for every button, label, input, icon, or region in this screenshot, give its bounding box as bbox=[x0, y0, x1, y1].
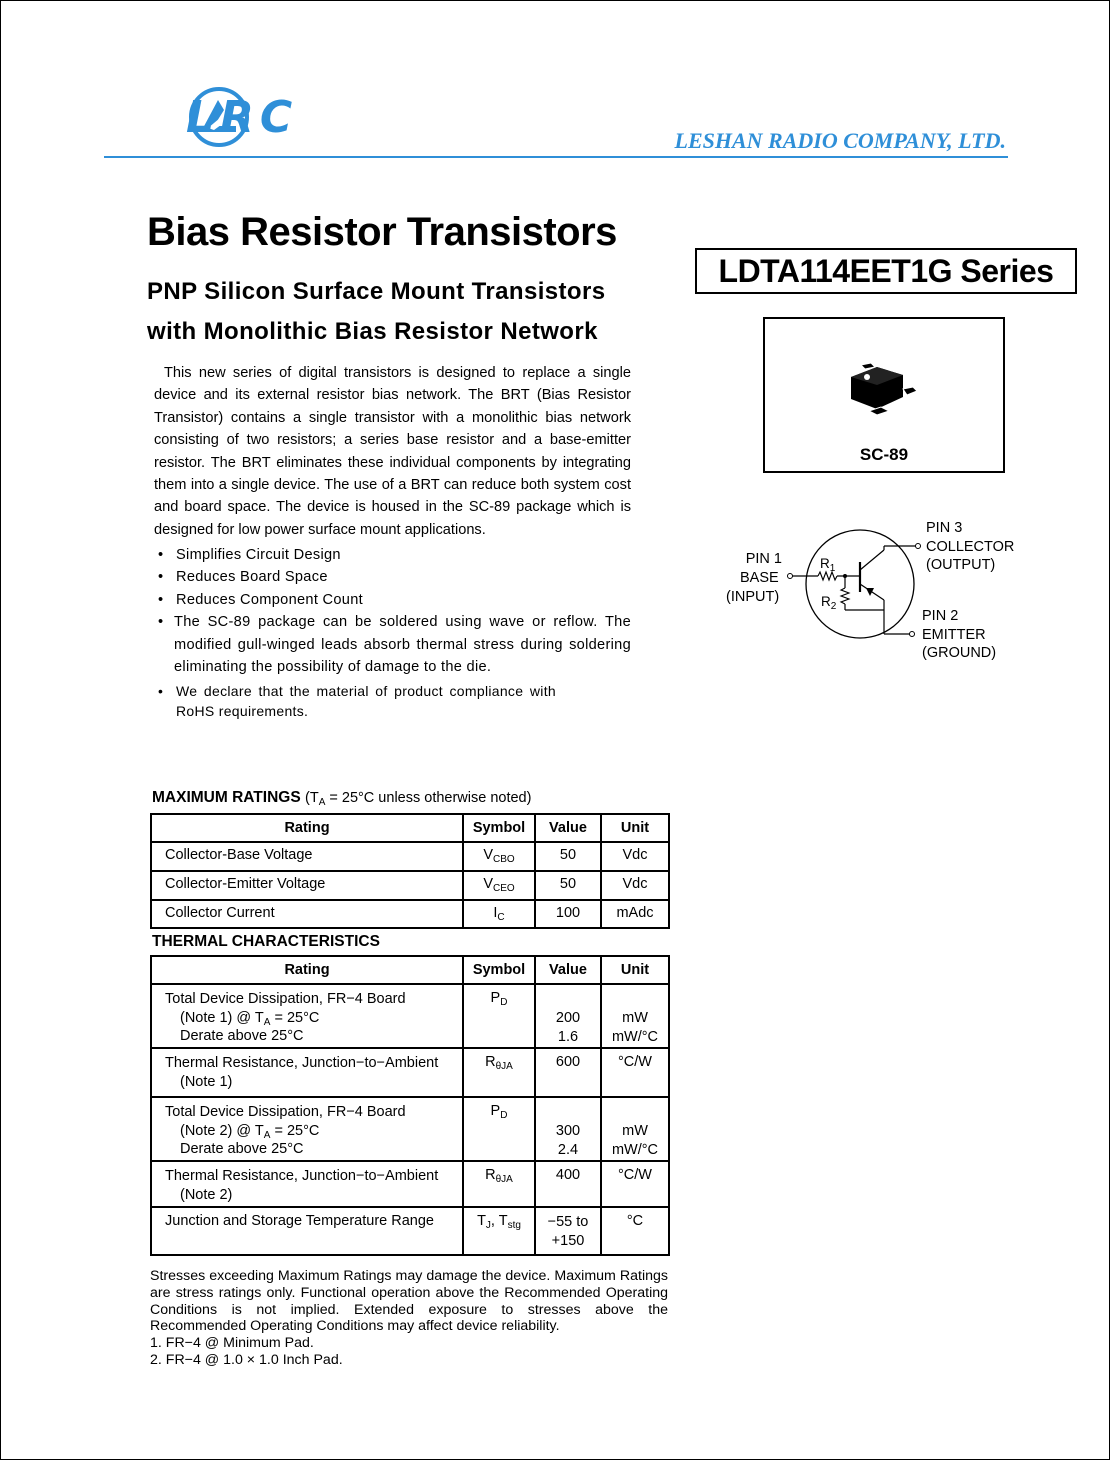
unit-cell bbox=[601, 1097, 669, 1161]
max-ratings-title bbox=[152, 789, 531, 807]
symbol-cell bbox=[463, 1048, 535, 1097]
rating-line: Derate above 25°C bbox=[180, 1028, 304, 1045]
max-ratings-table bbox=[150, 813, 670, 929]
max-ratings-condition bbox=[305, 790, 531, 806]
cond-pre: (T bbox=[305, 790, 319, 806]
symbol-cell bbox=[463, 1161, 535, 1207]
note-1: 1. FR−4 @ Minimum Pad. bbox=[150, 1335, 314, 1352]
package-icon bbox=[841, 363, 921, 427]
unit-cell: Vdc bbox=[601, 842, 669, 871]
value-line: 200 bbox=[555, 1010, 581, 1026]
value-cell: 50 bbox=[535, 871, 601, 900]
stress-note: Stresses exceeding Maximum Ratings may damage the device. Maximum Ratings are stress ratings only. Functional operation above the Recommended Operating Conditions is not implied. Extended exposure to stresses above the Recommended Operating Conditions may affect device reliability. bbox=[150, 1268, 668, 1335]
list-item bbox=[158, 611, 631, 678]
rating-cell bbox=[151, 1048, 463, 1097]
rating-line: Total Device Dissipation, FR−4 Board bbox=[165, 1104, 406, 1120]
pin1-label bbox=[742, 550, 782, 569]
symbol-main: V bbox=[483, 876, 493, 892]
symbol-sub: D bbox=[500, 1110, 508, 1121]
value-cell bbox=[535, 984, 601, 1048]
bullet-icon: • bbox=[158, 614, 164, 631]
rating-line-post: = 25°C bbox=[270, 1009, 320, 1026]
header-rule bbox=[104, 156, 1008, 158]
symbol-cell bbox=[463, 871, 535, 900]
rating-cell bbox=[151, 1097, 463, 1161]
symbol-sub: θJA bbox=[495, 1061, 513, 1072]
rating-cell: Junction and Storage Temperature Range bbox=[151, 1207, 463, 1255]
bullet-text: We declare that the material of product compliance with RoHS requirements. bbox=[176, 683, 556, 719]
value-line: 1.6 bbox=[557, 1028, 579, 1045]
pin3-line-2: COLLECTOR bbox=[926, 538, 1015, 555]
table-row bbox=[151, 1097, 669, 1161]
r1-label bbox=[820, 555, 835, 574]
rating-line: Derate above 25°C bbox=[180, 1141, 304, 1158]
thermal-title: THERMAL CHARACTERISTICS bbox=[152, 933, 380, 950]
logo-text: LRC bbox=[186, 92, 299, 143]
symbol-sub: CBO bbox=[493, 854, 515, 865]
unit-cell: mAdc bbox=[601, 900, 669, 928]
bullet-text: Reduces Component Count bbox=[176, 591, 363, 608]
bullet-text: Reduces Board Space bbox=[176, 569, 328, 586]
symbol-cell bbox=[463, 842, 535, 871]
rating-line-pre: (Note 1) @ T bbox=[180, 1009, 264, 1026]
pin3-line-1: PIN 3 bbox=[926, 520, 963, 536]
unit-line: mW/°C bbox=[611, 1028, 659, 1045]
col-rating: Rating bbox=[151, 814, 463, 842]
thermal-table bbox=[150, 955, 670, 1256]
rating-cell bbox=[151, 984, 463, 1048]
pin2-line-2: EMITTER bbox=[922, 626, 986, 643]
package-label: SC-89 bbox=[859, 445, 909, 464]
symbol-mid: , T bbox=[490, 1213, 508, 1229]
subtitle-line-1: PNP Silicon Surface Mount Transistors bbox=[147, 278, 606, 305]
pin2-line-1: PIN 2 bbox=[922, 608, 959, 624]
rating-cell: Collector-Base Voltage bbox=[151, 842, 463, 871]
col-unit: Unit bbox=[601, 956, 669, 984]
unit-cell bbox=[601, 984, 669, 1048]
cond-sub: A bbox=[318, 797, 326, 808]
col-symbol: Symbol bbox=[463, 956, 535, 984]
symbol-sub: D bbox=[500, 997, 508, 1008]
description-text: This new series of digital transistors is designed to replace a single device and its external resistor bias network. The BRT (Bias Resistor Transistor) contains a single transistor with a monolithic bias network consisting of two resistors; a series base resistor and a base-emitter resistor. The BRT eliminates these individual components by integrating them into a single device. The use of a BRT can reduce both system cost and board space. The device is housed in the SC-89 package which is designed for low power surface mount applications. bbox=[154, 365, 631, 538]
symbol-sub: J bbox=[485, 1220, 491, 1231]
cond-post: = 25°C unless otherwise noted) bbox=[325, 790, 532, 806]
subtitle-line-2: with Monolithic Bias Resistor Network bbox=[147, 318, 598, 345]
list-item bbox=[158, 589, 631, 611]
r1-sub: 1 bbox=[829, 563, 836, 574]
page-subtitle bbox=[147, 272, 605, 352]
symbol-main: T bbox=[477, 1213, 486, 1229]
value-cell: 100 bbox=[535, 900, 601, 928]
unit-cell: °C bbox=[601, 1207, 669, 1255]
rating-cell: Collector-Emitter Voltage bbox=[151, 871, 463, 900]
symbol-main: P bbox=[490, 990, 501, 1006]
bullet-icon: • bbox=[158, 547, 164, 563]
bullet-icon: • bbox=[158, 569, 164, 586]
company-name: LESHAN RADIO COMPANY, LTD. bbox=[674, 128, 1006, 153]
value-line: 2.4 bbox=[557, 1141, 579, 1158]
pin1-line-1: PIN 1 bbox=[745, 551, 782, 567]
list-item bbox=[158, 682, 556, 721]
symbol-main: R bbox=[485, 1054, 496, 1070]
symbol-sub: stg bbox=[507, 1220, 521, 1231]
unit-cell: Vdc bbox=[601, 871, 669, 900]
list-item bbox=[158, 544, 631, 566]
pin1-input-label: (INPUT) bbox=[726, 589, 780, 605]
pin1-base-label: BASE bbox=[740, 570, 779, 586]
rating-line-sub: A bbox=[263, 1016, 271, 1028]
value-cell bbox=[535, 1097, 601, 1161]
r2-sub: 2 bbox=[830, 601, 837, 612]
r2-label bbox=[821, 593, 836, 612]
notes bbox=[150, 1268, 668, 1369]
value-cell: 400 bbox=[535, 1161, 601, 1207]
rating-line: Thermal Resistance, Junction−to−Ambient bbox=[165, 1168, 439, 1184]
symbol-main: V bbox=[483, 847, 493, 863]
feature-list bbox=[158, 544, 631, 721]
pin3-label bbox=[926, 519, 1014, 575]
rating-line bbox=[165, 1122, 462, 1141]
rating-line: (Note 1) bbox=[180, 1073, 233, 1090]
table-row bbox=[151, 871, 669, 900]
table-row bbox=[151, 1207, 669, 1255]
symbol-main: P bbox=[490, 1103, 501, 1119]
rating-line-sub: A bbox=[263, 1129, 271, 1141]
rating-line bbox=[165, 1009, 462, 1028]
col-value: Value bbox=[535, 956, 601, 984]
series-name: LDTA114EET1G Series bbox=[695, 248, 1077, 294]
note-2: 2. FR−4 @ 1.0 × 1.0 Inch Pad. bbox=[150, 1351, 343, 1368]
rating-line: Thermal Resistance, Junction−to−Ambient bbox=[165, 1055, 439, 1071]
symbol-main: R bbox=[485, 1167, 496, 1183]
table-row bbox=[151, 900, 669, 928]
col-value: Value bbox=[535, 814, 601, 842]
symbol-sub: C bbox=[497, 912, 505, 923]
table-header-row bbox=[151, 814, 669, 842]
table-row bbox=[151, 842, 669, 871]
r2-letter: R bbox=[821, 594, 831, 609]
symbol-cell bbox=[463, 984, 535, 1048]
package-box bbox=[763, 317, 1005, 473]
symbol-cell bbox=[463, 1207, 535, 1255]
col-symbol: Symbol bbox=[463, 814, 535, 842]
col-rating: Rating bbox=[151, 956, 463, 984]
rating-cell bbox=[151, 1161, 463, 1207]
value-cell: 50 bbox=[535, 842, 601, 871]
r1-letter: R bbox=[820, 556, 830, 571]
bullet-icon: • bbox=[158, 683, 164, 700]
description bbox=[154, 362, 631, 541]
table-row bbox=[151, 1048, 669, 1097]
bullet-text: Simplifies Circuit Design bbox=[176, 547, 341, 563]
value-cell bbox=[535, 1207, 601, 1255]
rating-line-post: = 25°C bbox=[270, 1122, 320, 1139]
value-line: −55 to bbox=[547, 1214, 589, 1230]
table-row bbox=[151, 984, 669, 1048]
table-row bbox=[151, 1161, 669, 1207]
unit-line: mW bbox=[622, 1010, 648, 1026]
rating-cell: Collector Current bbox=[151, 900, 463, 928]
col-unit: Unit bbox=[601, 814, 669, 842]
unit-line: mW/°C bbox=[611, 1141, 659, 1158]
symbol-sub: θJA bbox=[495, 1174, 513, 1185]
value-line: 300 bbox=[555, 1123, 581, 1139]
unit-line: mW bbox=[622, 1123, 648, 1139]
symbol-main: I bbox=[493, 905, 498, 921]
rating-line-pre: (Note 2) @ T bbox=[180, 1122, 264, 1139]
table-header-row bbox=[151, 956, 669, 984]
page-title: Bias Resistor Transistors bbox=[147, 210, 617, 254]
value-line: +150 bbox=[551, 1232, 585, 1249]
bullet-icon: • bbox=[158, 591, 164, 608]
symbol-sub: CEO bbox=[493, 883, 515, 894]
symbol-cell bbox=[463, 1097, 535, 1161]
pin2-label bbox=[922, 607, 996, 663]
value-cell: 600 bbox=[535, 1048, 601, 1097]
unit-cell: °C/W bbox=[601, 1048, 669, 1097]
rating-line: Total Device Dissipation, FR−4 Board bbox=[165, 991, 406, 1007]
pin2-line-3: (GROUND) bbox=[922, 645, 997, 662]
max-ratings-heading: MAXIMUM RATINGS bbox=[152, 789, 301, 806]
bullet-text: The SC-89 package can be soldered using wave or reflow. The modified gull-winged leads absorb thermal stress during soldering eliminating the possibility of damage to the die. bbox=[174, 614, 631, 676]
pin3-line-3: (OUTPUT) bbox=[926, 557, 996, 574]
rating-line: (Note 2) bbox=[180, 1186, 233, 1203]
symbol-cell bbox=[463, 900, 535, 928]
unit-cell: °C/W bbox=[601, 1161, 669, 1207]
list-item bbox=[158, 566, 631, 588]
